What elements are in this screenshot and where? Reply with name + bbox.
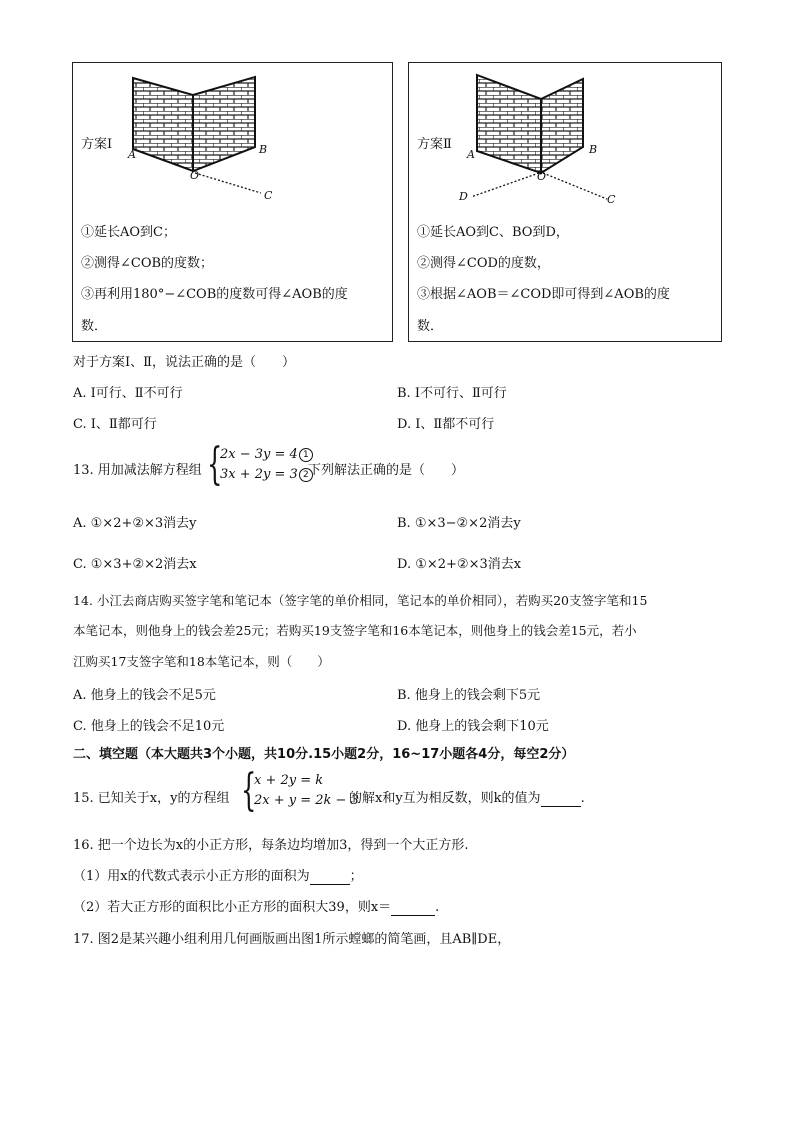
q14-option-c[interactable]: C. 他身上的钱会不足10元: [73, 719, 225, 734]
q17-stem: 17. 图2是某兴趣小组利用几何画版画出图1所示螳螂的简笔画，且AB∥DE，: [73, 932, 511, 947]
q15-suffix: [349, 787, 585, 807]
section-2-heading: 二、填空题（本大题共3个小题，共10分.15小题2分，16~17小题各4分，每空2分）: [73, 747, 575, 762]
q12-option-d[interactable]: D. Ⅰ、Ⅱ都不可行: [397, 417, 495, 432]
q13-equation-1-tag: 1: [299, 448, 313, 462]
scheme-2-label: 方案Ⅱ: [417, 137, 452, 152]
q14-stem-line-2: 本笔记本，则他身上的钱会差25元；若购买19支签字笔和16本笔记本，则他身上的钱会差15元，若小: [73, 623, 637, 638]
q15-answer-blank[interactable]: [541, 791, 581, 807]
q16-sub-1-blank[interactable]: [310, 869, 350, 885]
q15-equation-1: x + 2y = k: [254, 773, 324, 788]
q16-sub-2-blank[interactable]: [391, 900, 435, 916]
q16-sub-1: [73, 865, 363, 885]
scheme-1-step-2: ②测得∠COB的度数；: [81, 256, 214, 271]
point-b-label: B: [589, 143, 598, 156]
q13-suffix: 下列解法正确的是（ ）: [308, 463, 465, 478]
point-a-label: A: [128, 148, 136, 161]
q13-option-a[interactable]: A. ①×2+②×3消去y: [73, 516, 197, 531]
scheme-2-step-3: ③根据∠AOB＝∠COD即可得到∠AOB的度: [417, 287, 670, 302]
q16-sub-2: [73, 896, 439, 916]
q15-brace: {: [241, 765, 257, 816]
q13-equation-2: 3x + 2y = 3: [220, 467, 298, 482]
q16-sub-1-text: （1）用x的代数式表示小正方形的面积为: [73, 869, 310, 884]
q16-sub-2-text: （2）若大正方形的面积比小正方形的面积大39，则x＝: [73, 900, 392, 915]
q15-end: .: [580, 791, 585, 806]
q16-sub-1-end: ；: [349, 869, 363, 884]
q16-stem: 16. 把一个边长为x的小正方形，每条边均增加3，得到一个大正方形.: [73, 838, 469, 853]
q13-option-c[interactable]: C. ①×3+②×2消去x: [73, 557, 197, 572]
scheme-2-step-1: ①延长AO到C、BO到D，: [417, 225, 569, 240]
point-b-label: B: [259, 143, 268, 156]
q12-option-a[interactable]: A. Ⅰ可行、Ⅱ不可行: [73, 386, 183, 401]
q15-prefix: 15. 已知关于x，y的方程组: [73, 791, 230, 806]
q12-option-c[interactable]: C. Ⅰ、Ⅱ都可行: [73, 417, 157, 432]
q14-option-d[interactable]: D. 他身上的钱会剩下10元: [397, 719, 549, 734]
point-c-label: C: [264, 189, 273, 202]
q14-stem-line-3: 江购买17支签字笔和18本笔记本，则（ ）: [73, 654, 330, 669]
scheme-1-label: 方案Ⅰ: [81, 137, 113, 152]
q13-brace: {: [207, 439, 223, 490]
q13-equation-2-tag: 2: [299, 468, 313, 482]
q13-option-b[interactable]: B. ①×3−②×2消去y: [397, 516, 521, 531]
scheme-1-step-3-cont: 数．: [81, 319, 108, 334]
q15-equation-system: [254, 771, 359, 811]
q12-stem: 对于方案Ⅰ、Ⅱ，说法正确的是（ ）: [73, 355, 295, 370]
scheme-2-step-2: ②测得∠COD的度数，: [417, 256, 550, 271]
q14-option-b[interactable]: B. 他身上的钱会剩下5元: [397, 688, 541, 703]
q12-option-b[interactable]: B. Ⅰ不可行、Ⅱ可行: [397, 386, 507, 401]
q14-option-a[interactable]: A. 他身上的钱会不足5元: [73, 688, 216, 703]
scheme-2-step-3-cont: 数．: [417, 319, 444, 334]
scheme-1-box: [72, 62, 393, 342]
q13-equation-system: [220, 445, 313, 485]
scheme-1-step-1: ①延长AO到C；: [81, 225, 176, 240]
q13-equation-1: 2x − 3y = 4: [220, 447, 298, 462]
q13-option-d[interactable]: D. ①×2+②×3消去x: [397, 557, 522, 572]
scheme-2-wall-figure: [409, 63, 721, 208]
point-d-label: D: [459, 190, 468, 203]
scheme-1-wall-figure: [73, 63, 392, 203]
q16-sub-2-end: .: [435, 900, 440, 915]
q13-prefix: 13. 用加减法解方程组: [73, 463, 202, 478]
scheme-1-step-3: ③再利用180°−∠COB的度数可得∠AOB的度: [81, 287, 348, 302]
q15-suffix-text: 的解x和y互为相反数，则k的值为: [349, 791, 541, 806]
point-o-label: O: [537, 170, 547, 183]
point-o-label: O: [190, 169, 200, 182]
point-a-label: A: [467, 148, 475, 161]
scheme-2-box: [408, 62, 722, 342]
point-c-label: C: [607, 193, 616, 206]
q15-equation-2: 2x + y = 2k − 3: [254, 793, 359, 808]
q14-stem-line-1: 14. 小江去商店购买签字笔和笔记本（签字笔的单价相同，笔记本的单价相同），若购买20支签字笔和15: [73, 593, 648, 608]
